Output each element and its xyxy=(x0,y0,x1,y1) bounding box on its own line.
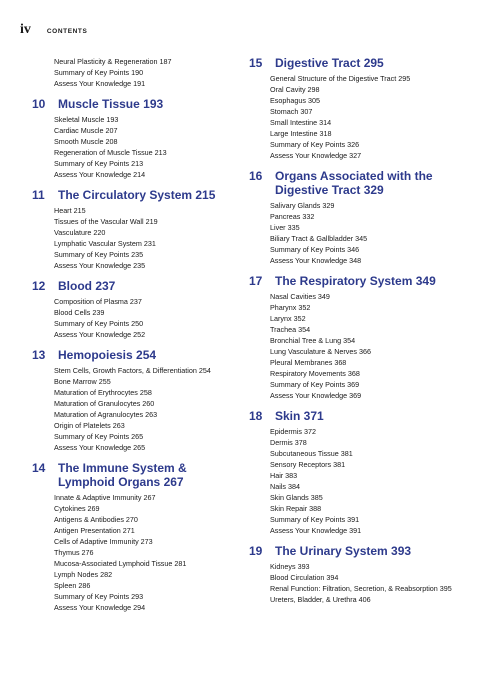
toc-entry[interactable]: Mucosa-Associated Lymphoid Tissue 281 xyxy=(54,559,187,568)
toc-entry[interactable]: Subcutaneous Tissue 381 xyxy=(270,449,353,458)
chapter-heading[interactable] xyxy=(249,544,484,558)
toc-entry[interactable]: Summary of Key Points 250 xyxy=(54,319,144,328)
continued-section xyxy=(32,56,242,89)
toc-entry[interactable]: Epidermis 372 xyxy=(270,427,316,436)
chapter-number: 14 xyxy=(32,461,46,475)
toc-entry[interactable]: Cytokines 269 xyxy=(54,504,100,513)
toc-entry[interactable]: Blood Cells 239 xyxy=(54,308,105,317)
toc-entry[interactable]: Summary of Key Points 235 xyxy=(54,250,144,259)
toc-entry[interactable]: Skin Repair 388 xyxy=(270,504,322,513)
toc-entry[interactable]: Assess Your Knowledge 214 xyxy=(54,170,146,179)
toc-entry[interactable]: Lymphatic Vascular System 231 xyxy=(54,239,156,248)
chapter-title: Hemopoiesis 254 xyxy=(58,348,157,362)
toc-entry[interactable]: Assess Your Knowledge 391 xyxy=(270,526,362,535)
toc-entry[interactable]: Assess Your Knowledge 265 xyxy=(54,443,146,452)
chapter-14 xyxy=(32,461,242,613)
toc-entry[interactable]: Maturation of Agranulocytes 263 xyxy=(54,410,158,419)
toc-entry[interactable]: Regeneration of Muscle Tissue 213 xyxy=(54,148,167,157)
chapter-13 xyxy=(32,348,242,453)
toc-entry[interactable]: Larynx 352 xyxy=(270,314,306,323)
toc-entry[interactable]: Esophagus 305 xyxy=(270,96,320,105)
toc-entry[interactable]: Oral Cavity 298 xyxy=(270,85,320,94)
left-chapter-list xyxy=(32,97,242,613)
toc-entry[interactable]: Respiratory Movements 368 xyxy=(270,369,360,378)
chapter-title: Digestive Tract 295 xyxy=(275,56,384,70)
toc-entry[interactable]: Innate & Adaptive Immunity 267 xyxy=(54,493,156,502)
chapter-heading[interactable] xyxy=(249,169,484,197)
chapter-heading[interactable] xyxy=(32,279,242,293)
chapter-heading[interactable] xyxy=(32,348,242,362)
toc-entry[interactable]: Pancreas 332 xyxy=(270,212,315,221)
toc-entry[interactable]: Nails 384 xyxy=(270,482,300,491)
toc-entry[interactable]: Vasculature 220 xyxy=(54,228,106,237)
toc-entry[interactable]: Ureters, Bladder, & Urethra 406 xyxy=(270,595,371,604)
toc-entry[interactable]: General Structure of the Digestive Tract 295 xyxy=(270,74,411,83)
toc-entry[interactable]: Stem Cells, Growth Factors, & Differentiation 254 xyxy=(54,366,211,375)
header-title: CONTENTS xyxy=(46,28,88,35)
toc-entry[interactable]: Pleural Membranes 368 xyxy=(270,358,347,367)
chapter-entries xyxy=(249,426,484,536)
page-header xyxy=(20,22,87,38)
chapter-entries xyxy=(249,291,484,401)
chapter-entries xyxy=(249,200,484,266)
chapter-heading[interactable] xyxy=(249,56,484,70)
toc-entry[interactable]: Assess Your Knowledge 294 xyxy=(54,603,146,612)
toc-entry[interactable]: Lung Vasculature & Nerves 366 xyxy=(270,347,371,356)
chapter-number: 18 xyxy=(249,409,263,423)
chapter-number: 19 xyxy=(249,544,263,558)
toc-entry[interactable]: Bronchial Tree & Lung 354 xyxy=(270,336,356,345)
toc-entry[interactable]: Pharynx 352 xyxy=(270,303,311,312)
chapter-title: Organs Associated with the Digestive Tract 329 xyxy=(275,169,433,197)
toc-entry[interactable]: Assess Your Knowledge 327 xyxy=(270,151,362,160)
toc-entry[interactable]: Summary of Key Points 190 xyxy=(54,68,144,77)
toc-entry[interactable]: Origin of Platelets 263 xyxy=(54,421,125,430)
toc-entry[interactable]: Blood Circulation 394 xyxy=(270,573,339,582)
chapter-entries xyxy=(32,296,242,340)
toc-entry[interactable]: Kidneys 393 xyxy=(270,562,310,571)
toc-entry[interactable]: Liver 335 xyxy=(270,223,300,232)
chapter-number: 15 xyxy=(249,56,263,70)
chapter-title: Skin 371 xyxy=(275,409,324,423)
toc-entry[interactable]: Cardiac Muscle 207 xyxy=(54,126,118,135)
chapter-19 xyxy=(249,544,484,605)
toc-entry[interactable]: Cells of Adaptive Immunity 273 xyxy=(54,537,153,546)
toc-entry[interactable]: Summary of Key Points 369 xyxy=(270,380,360,389)
chapter-entries xyxy=(32,365,242,453)
toc-entry[interactable]: Biliary Tract & Gallbladder 345 xyxy=(270,234,368,243)
toc-entry[interactable]: Assess Your Knowledge 348 xyxy=(270,256,362,265)
chapter-15 xyxy=(249,56,484,161)
chapter-17 xyxy=(249,274,484,401)
chapter-entries xyxy=(32,114,242,180)
chapter-entries xyxy=(32,492,242,613)
toc-right-column xyxy=(249,56,484,613)
chapter-title: The Urinary System 393 xyxy=(275,544,412,558)
toc-entry[interactable]: Lymph Nodes 282 xyxy=(54,570,113,579)
toc-entry[interactable]: Assess Your Knowledge 191 xyxy=(54,79,146,88)
chapter-heading[interactable] xyxy=(32,188,242,202)
toc-entry[interactable]: Heart 215 xyxy=(54,206,86,215)
toc-entry[interactable]: Tissues of the Vascular Wall 219 xyxy=(54,217,158,226)
toc-entry[interactable]: Maturation of Erythrocytes 258 xyxy=(54,388,152,397)
chapter-title: Muscle Tissue 193 xyxy=(58,97,164,111)
chapter-18 xyxy=(249,409,484,536)
toc-entry[interactable]: Hair 383 xyxy=(270,471,298,480)
toc-entry[interactable]: Trachea 354 xyxy=(270,325,311,334)
toc-entry[interactable]: Large Intestine 318 xyxy=(270,129,332,138)
chapter-title: The Immune System & Lymphoid Organs 267 xyxy=(58,461,187,489)
toc-entry[interactable]: Assess Your Knowledge 235 xyxy=(54,261,146,270)
chapter-number: 11 xyxy=(32,188,45,202)
chapter-number: 10 xyxy=(32,97,46,111)
chapter-number: 12 xyxy=(32,279,46,293)
toc-entry[interactable]: Dermis 378 xyxy=(270,438,307,447)
toc-entry[interactable]: Antigen Presentation 271 xyxy=(54,526,135,535)
toc-entry[interactable]: Assess Your Knowledge 369 xyxy=(270,391,362,400)
toc-entry[interactable]: Spleen 286 xyxy=(54,581,91,590)
toc-entry[interactable]: Antigens & Antibodies 270 xyxy=(54,515,138,524)
toc-entry[interactable]: Summary of Key Points 293 xyxy=(54,592,144,601)
chapter-title: The Respiratory System 349 xyxy=(275,274,436,288)
chapter-heading[interactable] xyxy=(249,274,484,288)
chapter-title: Blood 237 xyxy=(58,279,116,293)
chapter-heading[interactable] xyxy=(32,461,242,489)
chapter-16 xyxy=(249,169,484,266)
toc-entry[interactable]: Summary of Key Points 326 xyxy=(270,140,360,149)
chapter-heading[interactable] xyxy=(249,409,484,423)
toc-entry[interactable]: Smooth Muscle 208 xyxy=(54,137,118,146)
chapter-number: 13 xyxy=(32,348,46,362)
chapter-entries xyxy=(249,73,484,161)
toc-entry[interactable]: Skin Glands 385 xyxy=(270,493,323,502)
toc-entry[interactable]: Thymus 276 xyxy=(54,548,94,557)
toc-entry[interactable]: Neural Plasticity & Regeneration 187 xyxy=(54,57,172,66)
toc-entry[interactable]: Nasal Cavities 349 xyxy=(270,292,330,301)
chapter-title: The Circulatory System 215 xyxy=(58,188,216,202)
toc-entry[interactable]: Composition of Plasma 237 xyxy=(54,297,142,306)
toc-entry[interactable]: Salivary Glands 329 xyxy=(270,201,335,210)
chapter-entries xyxy=(32,205,242,271)
chapter-11 xyxy=(32,188,242,271)
toc-entry[interactable]: Renal Function: Filtration, Secretion, & Reabsorption 395 xyxy=(270,584,452,593)
toc-entry[interactable]: Summary of Key Points 213 xyxy=(54,159,144,168)
chapter-number: 16 xyxy=(249,169,263,183)
toc-entry[interactable]: Sensory Receptors 381 xyxy=(270,460,346,469)
toc-entry[interactable]: Summary of Key Points 391 xyxy=(270,515,360,524)
continued-entries xyxy=(32,56,242,89)
toc-entry[interactable]: Assess Your Knowledge 252 xyxy=(54,330,146,339)
toc-entry[interactable]: Skeletal Muscle 193 xyxy=(54,115,119,124)
toc-entry[interactable]: Stomach 307 xyxy=(270,107,313,116)
toc-entry[interactable]: Small Intestine 314 xyxy=(270,118,332,127)
page-number: iv xyxy=(20,22,31,37)
chapter-12 xyxy=(32,279,242,340)
chapter-10 xyxy=(32,97,242,180)
chapter-entries xyxy=(249,561,484,605)
toc-entry[interactable]: Summary of Key Points 265 xyxy=(54,432,144,441)
right-chapter-list xyxy=(249,56,484,605)
chapter-number: 17 xyxy=(249,274,263,288)
toc-left-column xyxy=(32,56,242,621)
chapter-heading[interactable] xyxy=(32,97,242,111)
toc-entry[interactable]: Maturation of Granulocytes 260 xyxy=(54,399,155,408)
toc-entry[interactable]: Bone Marrow 255 xyxy=(54,377,111,386)
toc-entry[interactable]: Summary of Key Points 346 xyxy=(270,245,360,254)
